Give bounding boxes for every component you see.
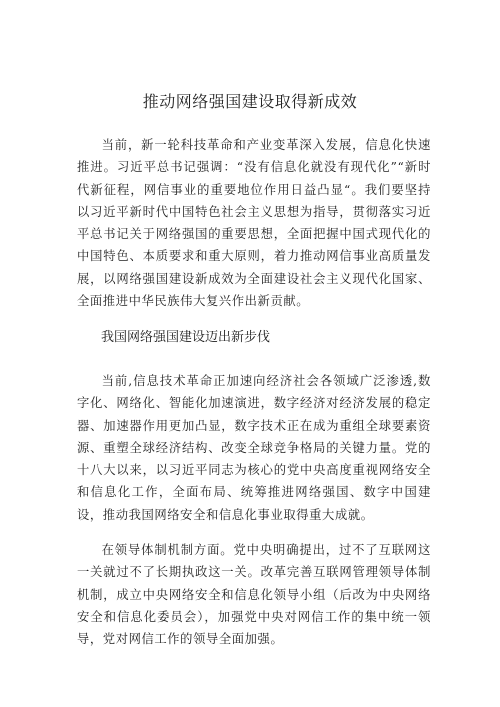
section-heading: 我国网络强国建设迈出新步伐 [101, 330, 271, 345]
paragraph-intro: 当前，新一轮科技革命和产业变革深入发展，信息化快速推进。习近平总书记强调：“没有信息化就没有现代化”“新时代新征程，网信事业的重要地位作用日益凸显“。我们要坚持以习近平新时代中国特色社会主义思想为指导，贯彻落实习近平总书记关于网络强国的重要思想，全面把握中国式现代化的中国特色、本质要求和重大原则，着力推动网信事业高质量发展，以网络强国建设新成效为全面建设社会主义现代化国家、全面推进中华民族伟大复兴作出新贡献。 [77, 138, 431, 309]
document-title: 推动网络强国建设取得新成效 [142, 92, 358, 111]
paragraph-progress: 当前,信息技术革命正加速向经济社会各领域广泛渗透,数字化、网络化、智能化加速演进，数字经济对经济发展的稳定器、加速器作用更加凸显，数字技术正在成为重组全球要素资源、重塑全球经济结构、改变全球竞争格局的关键力量。党的十八大以来，以习近平同志为核心的党中央高度重视网络安全和信息化工作，全面布局、统筹推进网络强国、数字中国建设，推动我国网络安全和信息化事业取得重大成就。 [77, 374, 431, 522]
paragraph-leadership: 在领导体制机制方面。党中央明确提出，过不了互联网这一关就过不了长期执政这一关。改革完善互联网管理领导体制机制，成立中央网络安全和信息化领导小组（后改为中央网络安全和信息化委员会），加强党中央对网信工作的集中统一领导，党对网信工作的领导全面加强。 [77, 543, 431, 647]
